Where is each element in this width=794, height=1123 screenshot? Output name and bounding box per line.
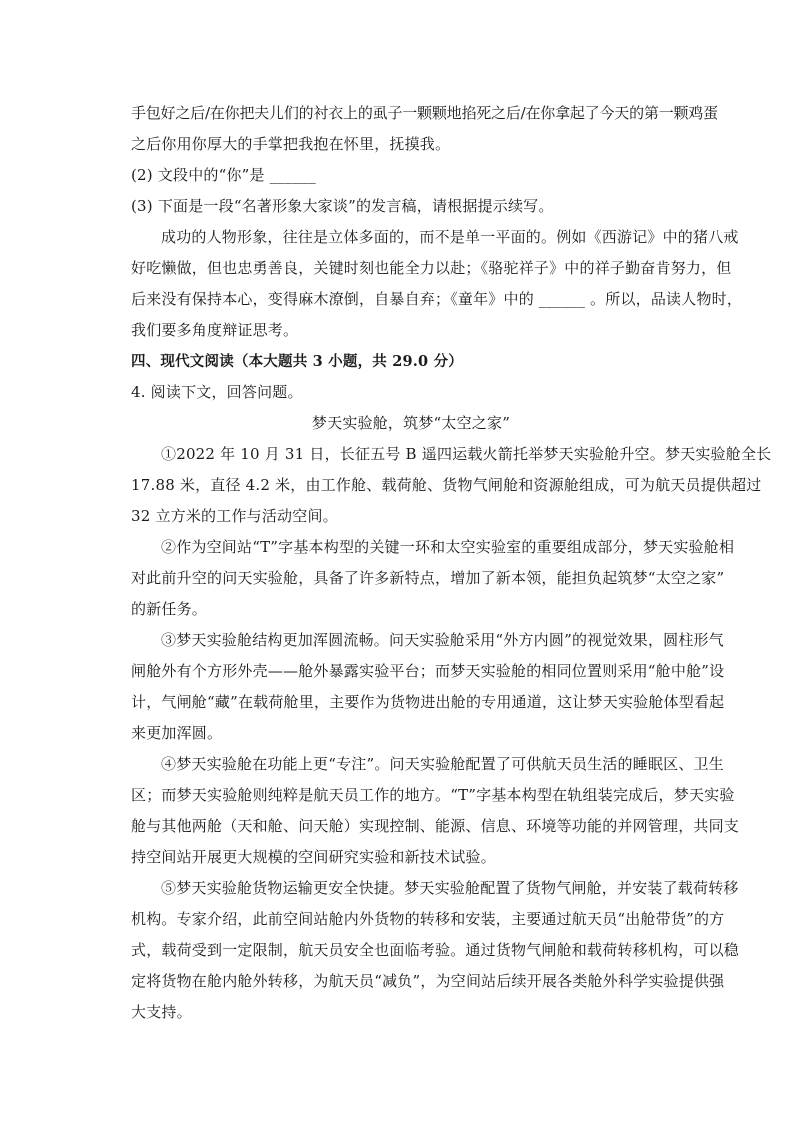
article-line: 定将货物在舱内舱外转移，为航天员“减负”，为空间站后续开展各类舱外科学实验提供强 — [131, 972, 725, 990]
question-2-text: (2) 文段中的“你”是 — [131, 166, 265, 184]
question-2 — [131, 160, 691, 191]
paragraph-text: 。所以，品读人物时， — [590, 290, 743, 308]
article-line: ①2022 年 10 月 31 日，长征五号 B 遥四运载火箭托举梦天实验舱升空。梦天实验舱全长 — [161, 445, 772, 463]
question-3: (3) 下面是一段“名著形象大家谈”的发言稿，请根据提示续写。 — [131, 197, 554, 215]
article-line: 17.88 米，直径 4.2 米，由工作舱、载荷舱、货物气闸舱和资源舱组成，可为航天员提供超过 — [131, 476, 762, 494]
article-line: ④梦天实验舱在功能上更“专注”。问天实验舱配置了可供航天员生活的睡眠区、卫生 — [161, 755, 724, 773]
text-line: 手包好之后/在你把夫儿们的衬衣上的虱子一颗颗地掐死之后/在你拿起了今天的第一颗鸡蛋 — [131, 104, 718, 122]
paragraph-text: 后来没有保持本心，变得麻木潦倒，自暴自弃；《童年》中的 — [131, 290, 534, 308]
question-4: 4. 阅读下文，回答问题。 — [131, 383, 303, 401]
paragraph-line: 我们要多角度辩证思考。 — [131, 321, 299, 339]
article-line: 区；而梦天实验舱则纯粹是航天员工作的地方。“T”字基本构型在轨组装完成后，梦天实验 — [131, 786, 735, 804]
article-line: 的新任务。 — [131, 600, 208, 618]
article-line: 32 立方米的工作与活动空间。 — [131, 507, 338, 525]
paragraph-line-with-blank — [131, 284, 743, 315]
paragraph-line: 成功的人物形象，往往是立体多面的，而不是单一平面的。例如《西游记》中的猪八戒 — [161, 228, 739, 246]
text-line: 之后你用你厚大的手掌把我抱在怀里，抚摸我。 — [131, 135, 451, 153]
article-line: ③梦天实验舱结构更加浑圆流畅。问天实验舱采用“外方内圆”的视觉效果，圆柱形气 — [161, 631, 724, 649]
paragraph-line: 好吃懒做，但也忠勇善良，关键时刻也能全力以赴；《骆驼祥子》中的祥子勤奋肯努力，但 — [131, 259, 732, 277]
article-line: 持空间站开展更大规模的空间研究实验和新技术试验。 — [131, 848, 496, 866]
article-line: 舱与其他两舱（天和舱、问天舱）实现控制、能源、信息、环境等功能的并网管理，共同支 — [131, 817, 740, 835]
article-line: 计，气闸舱“藏”在载荷舱里，主要作为货物进出舱的专用通道，这让梦天实验舱体型看起 — [131, 693, 725, 711]
article-line: 大支持。 — [131, 1003, 192, 1021]
article-line: 式，载荷受到一定限制，航天员安全也面临考验。通过货物气闸舱和载荷转移机构，可以稳 — [131, 941, 740, 959]
article-line: 机构。专家介绍，此前空间站舱内外货物的转移和安装，主要通过航天员“出舱带货”的方 — [131, 910, 725, 928]
document-page — [131, 98, 772, 1028]
article-line: ②作为空间站“T”字基本构型的关键一环和太空实验室的重要组成部分，梦天实验舱相 — [161, 538, 735, 556]
section-heading: 四、现代文阅读（本大题共 3 小题，共 29.0 分） — [131, 353, 463, 370]
article-line: 来更加浑圆。 — [131, 724, 223, 742]
answer-blank: ______ — [269, 166, 316, 184]
article-line: 对此前升空的问天实验舱，具备了许多新特点，增加了新本领，能担负起筑梦“太空之家” — [131, 569, 725, 587]
article-line: 闸舱外有个方形外壳——舱外暴露实验平台；而梦天实验舱的相同位置则采用“舱中舱”设 — [131, 662, 725, 680]
answer-blank: ______ — [538, 290, 586, 308]
article-title: 梦天实验舱，筑梦“太空之家” — [311, 414, 511, 432]
article-line: ⑤梦天实验舱货物运输更安全快捷。梦天实验舱配置了货物气闸舱，并安装了载荷转移 — [161, 879, 739, 897]
